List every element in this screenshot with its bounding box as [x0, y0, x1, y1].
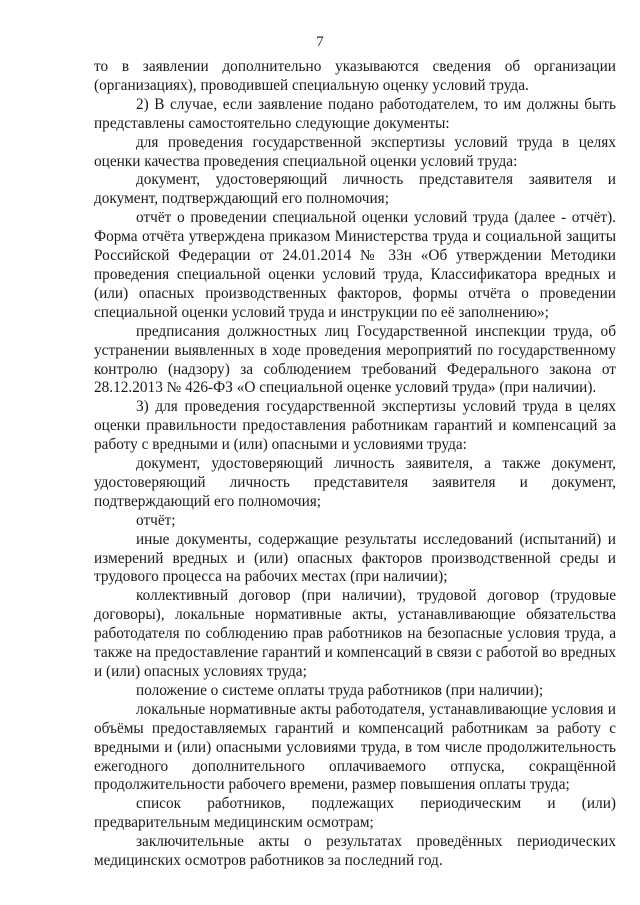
paragraph: для проведения государственной экспертизы условий труда в целях оценки качества проведения специальной оценки условий труда:: [94, 133, 616, 170]
paragraph: отчёт о проведении специальной оценки условий труда (далее - отчёт). Форма отчёта утверждена приказом Министерства труда и социальной защиты Российской Федерации от 24.01.2014 № 33н «Об утверждении Методики проведения специальной оценки условий труда, Классификатора вредных и (или) опасных производственных факторов, формы отчёта о проведении специальной оценки условий труда и инструкции по её заполнению»;: [94, 209, 616, 321]
paragraph: документ, удостоверяющий личность заявителя, а также документ, удостоверяющий личность представителя заявителя и документ, подтверждающий его полномочия;: [94, 455, 616, 510]
paragraph: заключительные акты о результатах проведённых периодических медицинских осмотров работников за последний год.: [94, 833, 616, 870]
paragraph: отчёт;: [136, 511, 176, 529]
paragraph: 3) для проведения государственной экспертизы условий труда в целях оценки правильности предоставления работникам гарантий и компенсаций за работу с вредными и (или) опасными и условиями труда:: [94, 398, 616, 454]
body-text: [94, 58, 616, 871]
page-number: 7: [316, 34, 324, 50]
paragraph: локальные нормативные акты работодателя, устанавливающие условия и объёмы предоставляемых гарантий и компенсаций работникам за работу с вредными и (или) опасными условиями труда, в том числе продолжительность ежегодного дополнительного оплачиваемого отпуска, сокращённой продолжительности рабочего времени, размер повышения оплаты труда;: [94, 700, 616, 794]
paragraph: то в заявлении дополнительно указываются сведения об организации (организациях), проводившей специальную оценку условий труда.: [94, 58, 616, 94]
paragraph: иные документы, содержащие результаты исследований (испытаний) и измерений вредных и (или) опасных факторов производственной среды и трудового процесса на рабочих местах (при наличии);: [94, 530, 616, 586]
paragraph: коллективный договор (при наличии), трудовой договор (трудовые договоры), локальные нормативные акты, устанавливающие обязательства работодателя по соблюдению прав работников на безопасные условия труда, а также на предоставление гарантий и компенсаций в связи с работой во вредных и (или) опасных условиях труда;: [94, 587, 616, 680]
paragraph: документ, удостоверяющий личность представителя заявителя и документ, подтверждающий его полномочия;: [94, 171, 616, 208]
paragraph: список работников, подлежащих периодическим и (или) предварительным медицинским осмотрам;: [94, 795, 616, 832]
paragraph: предписания должностных лиц Государственной инспекции труда, об устранении выявленных в ходе проведения мероприятий по государственному контролю (надзору) за соблюдением требований Федерального закона от 28.12.2013 № 426-ФЗ «О специальной оценке условий труда» (при наличии).: [94, 322, 616, 397]
paragraph: 2) В случае, если заявление подано работодателем, то им должны быть представлены самостоятельно следующие документы:: [94, 95, 616, 132]
paragraph: положение о системе оплаты труда работников (при наличии);: [136, 681, 544, 699]
